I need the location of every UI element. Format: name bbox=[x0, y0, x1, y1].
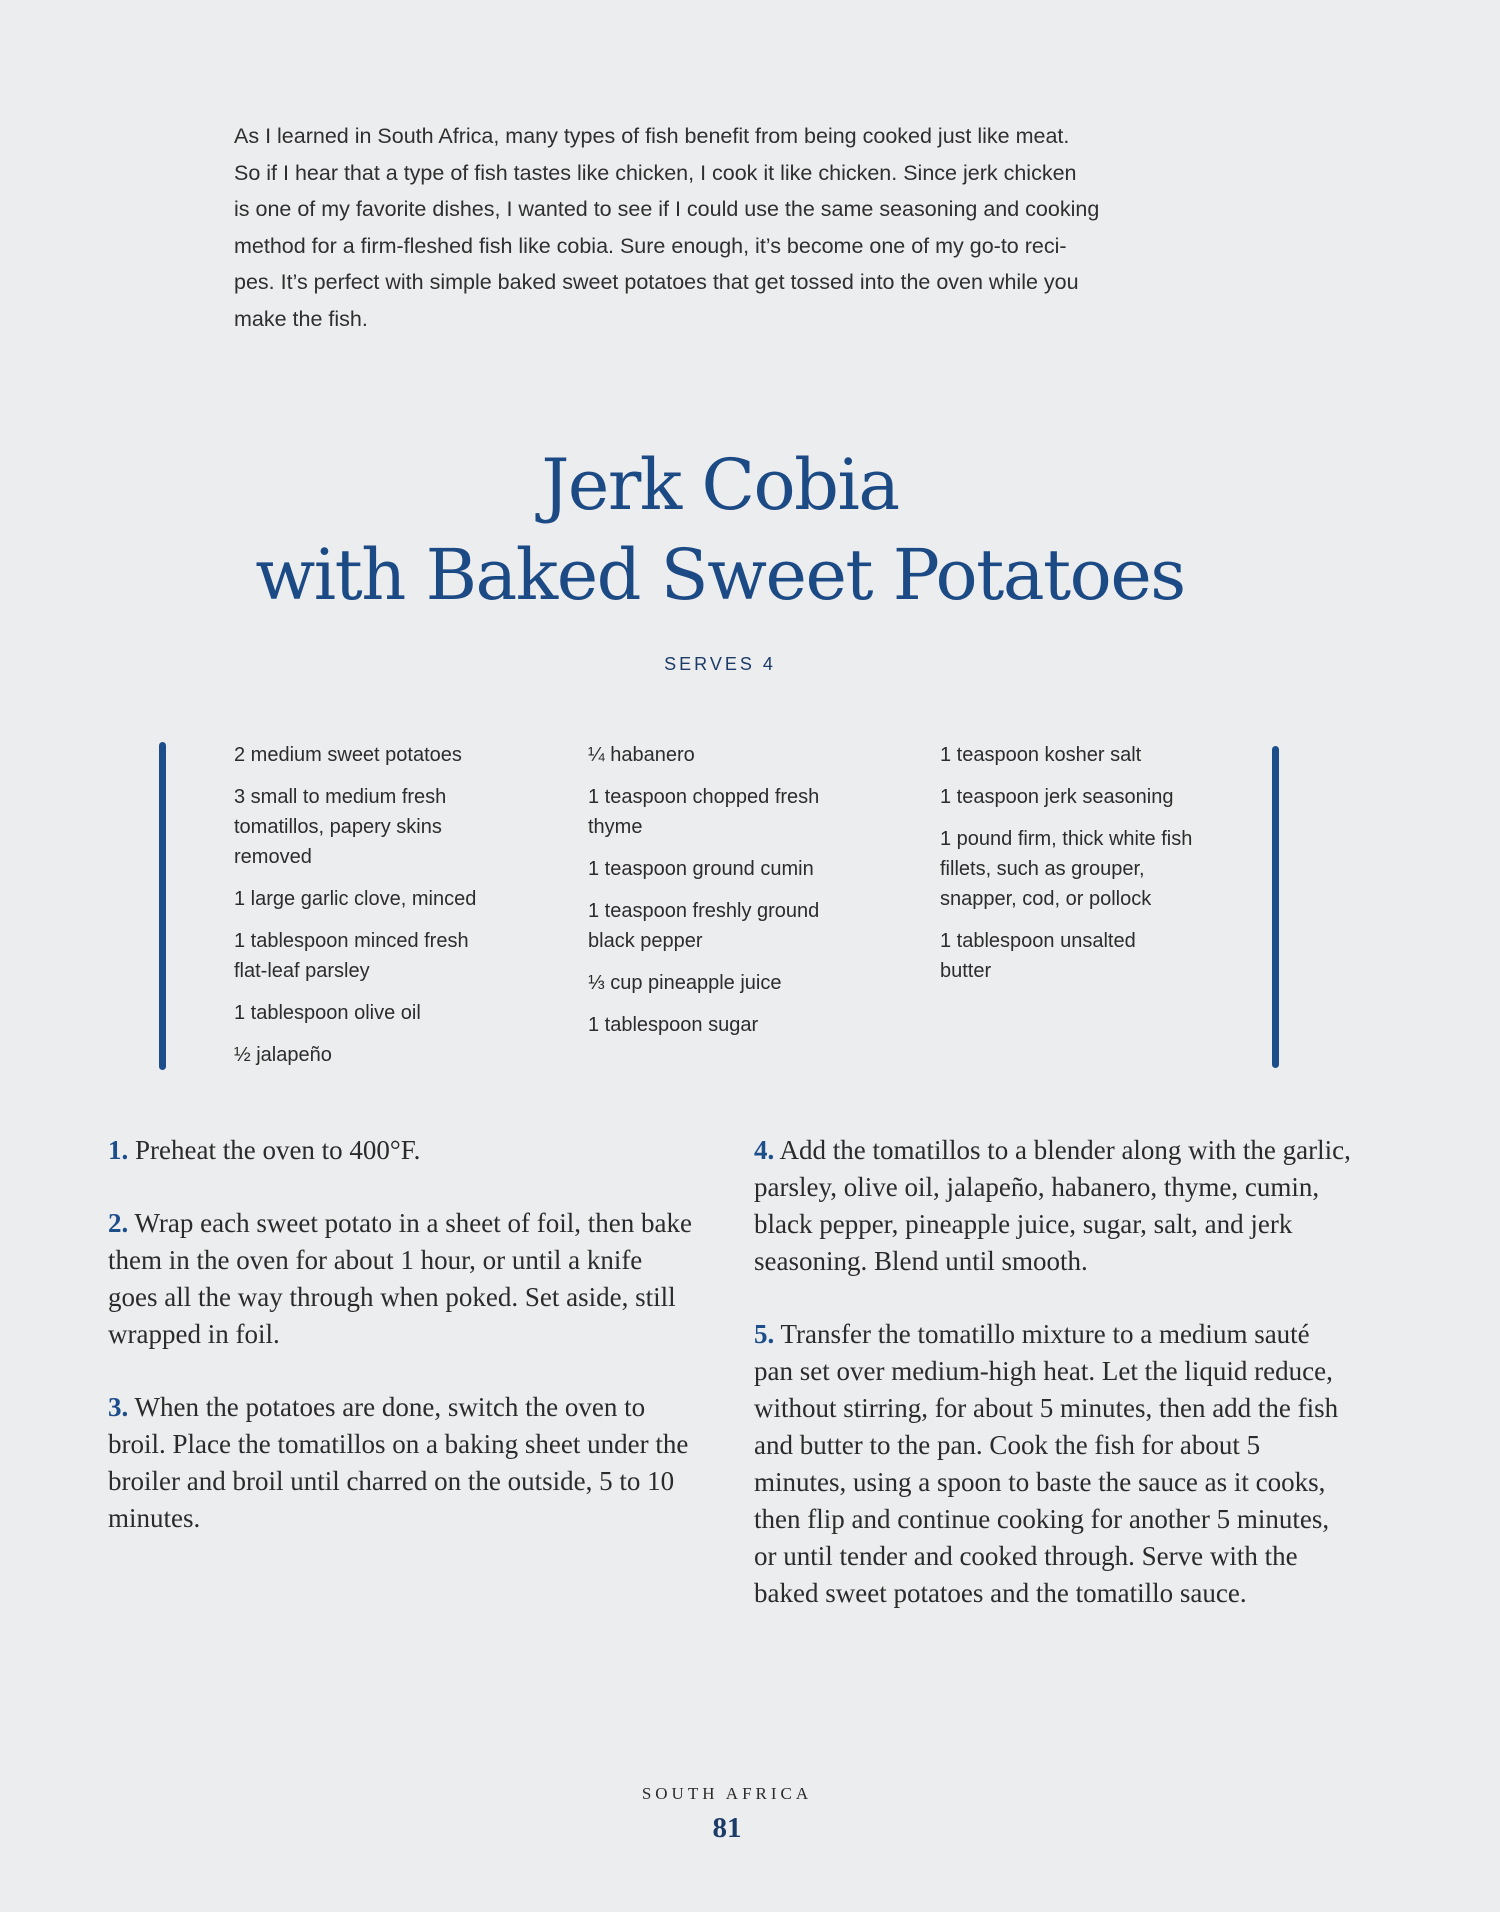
intro-line: is one of my favorite dishes, I wanted to see if I could use the same seasoning and cooking bbox=[234, 197, 1100, 221]
step-1 bbox=[108, 1132, 698, 1169]
steps-right-column bbox=[754, 1132, 1354, 1648]
ingredients-column-1 bbox=[234, 740, 534, 1082]
step-number: 5. bbox=[754, 1319, 775, 1349]
step-5 bbox=[754, 1316, 1354, 1612]
intro-line: So if I hear that a type of fish tastes like chicken, I cook it like chicken. Since jerk chicken bbox=[234, 160, 1077, 185]
ingredient-item: ½ jalapeño bbox=[234, 1044, 332, 1066]
ingredients-column-3 bbox=[940, 740, 1240, 998]
step-text: Add the tomatillos to a blender along with the garlic, parsley, olive oil, jalapeño, habanero, thyme, cumin, black pepper, pineapple juice, sugar, salt, and jerk seasoning. Blend until smooth. bbox=[754, 1135, 1351, 1276]
ingredient-item: 2 medium sweet potatoes bbox=[234, 744, 462, 766]
ingredient-item: 1 pound firm, thick white fish fillets, such as grouper, snapper, cod, or pollock bbox=[940, 828, 1193, 910]
intro-line: pes. It’s perfect with simple baked sweet potatoes that get tossed into the oven while you bbox=[234, 270, 1079, 294]
recipe-title bbox=[0, 440, 1440, 620]
ingredient-item: ¼ habanero bbox=[588, 744, 695, 766]
intro-paragraph bbox=[234, 118, 1214, 337]
ingredients-left-bar bbox=[159, 742, 166, 1070]
ingredient-item: 1 tablespoon olive oil bbox=[234, 1002, 421, 1024]
ingredient-item: 1 teaspoon kosher salt bbox=[940, 744, 1142, 766]
intro-line: As I learned in South Africa, many types of fish benefit from being cooked just like meat. bbox=[234, 124, 1070, 148]
ingredient-item: ⅓ cup pineapple juice bbox=[588, 972, 782, 994]
ingredient-item: 1 tablespoon unsalted butter bbox=[940, 930, 1136, 982]
step-number: 3. bbox=[108, 1392, 129, 1422]
ingredient-item: 1 teaspoon jerk seasoning bbox=[940, 786, 1174, 808]
step-text: When the potatoes are done, switch the oven to broil. Place the tomatillos on a baking sheet under the broiler and broil until charred on the outside, 5 to 10 minutes. bbox=[108, 1392, 689, 1533]
ingredient-item: 1 teaspoon freshly ground black pepper bbox=[588, 900, 820, 952]
recipe-title-line1: Jerk Cobia bbox=[541, 444, 899, 526]
ingredient-item: 1 teaspoon chopped fresh thyme bbox=[588, 786, 820, 838]
ingredient-item: 1 teaspoon ground cumin bbox=[588, 858, 814, 880]
ingredient-item: 1 large garlic clove, minced bbox=[234, 888, 477, 910]
steps-left-column bbox=[108, 1132, 698, 1573]
ingredient-item: 3 small to medium fresh tomatillos, papery skins removed bbox=[234, 786, 447, 868]
ingredient-item: 1 tablespoon sugar bbox=[588, 1014, 759, 1036]
step-text: Transfer the tomatillo mixture to a medium sauté pan set over medium-high heat. Let the liquid reduce, without stirring, for about 5 minutes, then add the fish and butter to the pan. Cook the fish for about 5 minutes, using a spoon to baste the sauce as it cooks, then flip and continue cooking for another 5 minutes, or until tender and cooked through. Serve with the baked sweet potatoes and the tomatillo sauce. bbox=[754, 1319, 1339, 1608]
intro-line: make the fish. bbox=[234, 306, 368, 331]
page-number: 81 bbox=[712, 1812, 742, 1844]
step-number: 1. bbox=[108, 1135, 129, 1165]
ingredients-column-2 bbox=[588, 740, 878, 1052]
intro-line: method for a firm-fleshed fish like cobia. Sure enough, it’s become one of my go-to reci- bbox=[234, 233, 1067, 258]
step-number: 2. bbox=[108, 1208, 129, 1238]
step-text: Preheat the oven to 400°F. bbox=[135, 1135, 421, 1165]
section-label: SOUTH AFRICA bbox=[641, 1784, 813, 1803]
recipe-title-line2: with Baked Sweet Potatoes bbox=[255, 534, 1185, 616]
step-4 bbox=[754, 1132, 1354, 1280]
step-number: 4. bbox=[754, 1135, 775, 1165]
ingredients-right-bar bbox=[1272, 746, 1279, 1068]
step-2 bbox=[108, 1205, 698, 1353]
step-3 bbox=[108, 1389, 698, 1537]
ingredient-item: 1 tablespoon minced fresh flat-leaf parsley bbox=[234, 930, 469, 982]
step-text: Wrap each sweet potato in a sheet of foil, then bake them in the oven for about 1 hour, or until a knife goes all the way through when poked. Set aside, still wrapped in foil. bbox=[108, 1208, 692, 1349]
serves-label: SERVES 4 bbox=[664, 654, 776, 674]
